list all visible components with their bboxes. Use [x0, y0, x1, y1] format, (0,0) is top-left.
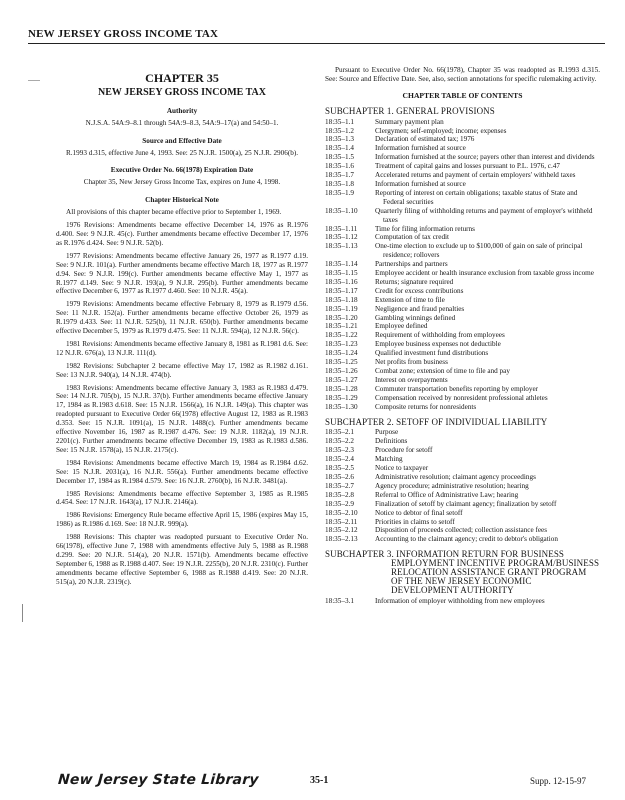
section-title: Information furnished at source: [375, 144, 466, 153]
section-title: Employee defined: [375, 322, 428, 331]
section-title: Agency procedure; administrative resolution; hearing: [375, 481, 529, 490]
head-rule: [28, 43, 605, 44]
history-paragraph: 1985 Revisions: Amendments became effective September 3, 1985 as R.1985 d.454. See: 17 N.J.R. 1643(a), 17 N.J.R. 2146(a).: [56, 489, 308, 507]
section-title: Gambling winnings defined: [375, 313, 456, 322]
history-paragraph: 1981 Revisions: Amendments became effective January 8, 1981 as R.1981 d.6. See: 12 N.J.R. 676(a), 13 N.J.R. 111(d).: [56, 339, 308, 357]
toc-entry: [325, 509, 600, 518]
section-title: One-time election to exclude up to $100,000 of gain on sale of principal residence; rollovers: [375, 242, 583, 260]
toc-entry: [325, 278, 600, 287]
subchapter-title: SUBCHAPTER 1. GENERAL PROVISIONS: [325, 105, 495, 116]
toc-entry: [325, 455, 600, 464]
section-number: 18:35–1.8: [325, 179, 354, 188]
source-heading: Source and Effective Date: [142, 136, 222, 145]
section-number: 18:35–2.13: [325, 535, 358, 544]
section-list: [325, 118, 600, 412]
toc-entry: [325, 358, 600, 367]
section-title: Clergymen; self-employed; income; expenses: [375, 126, 507, 135]
history-paragraph: 1986 Revisions: Emergency Rule became effective April 15, 1986 (expires May 15, 1986) as R.1986 d.169. See: 18 N.J.R. 999(a).: [56, 511, 308, 529]
toc-entry: [325, 135, 600, 144]
expiration-heading: Executive Order No. 66(1978) Expiration Date: [110, 166, 254, 175]
section-number: 18:35–1.21: [325, 322, 358, 331]
subchapter-title: SUBCHAPTER 3. INFORMATION RETURN FOR BUSINESS EMPLOYMENT INCENTIVE PROGRAM/BUSINESS RELOCATION ASSISTANCE GRANT PROGRAM OF THE NEW JERSEY ECONOMIC DEVELOPMENT AUTHORITY: [325, 549, 600, 595]
section-number: 18:35–1.5: [325, 153, 354, 162]
subchapter-title: SUBCHAPTER 2. SETOFF OF INDIVIDUAL LIABILITY: [325, 416, 548, 427]
toc-entry: [325, 349, 600, 358]
section-number: 18:35–2.1: [325, 428, 354, 437]
left-column: [56, 66, 308, 591]
section-title: Interest on overpayments: [375, 375, 448, 384]
section-title: Information furnished at source: [375, 179, 466, 188]
section-number: 18:35–1.15: [325, 269, 358, 278]
subchapter-3: [325, 550, 600, 605]
readoption-note: Pursuant to Executive Order No. 66(1978), Chapter 35 was readopted as R.1993 d.315. See: Source and Effective Date. See, also, section annotations for specific rulemaking activity.: [325, 66, 600, 83]
section-title: Qualified investment fund distributions: [375, 349, 489, 358]
section-title: Reporting of interest on certain obligations; taxable status of State and Federal securities: [375, 188, 578, 206]
toc-entry: [325, 162, 600, 171]
history-paragraph: 1984 Revisions: Amendments became effective March 19, 1984 as R.1984 d.62. See: 15 N.J.R. 2031(a), 16 N.J.R. 556(a). Further amendments became effective December 17, 1984 as R.1984 d.579. See: 16 N.J.R. 2760(b), 16 N.J.R. 3481(a).: [56, 458, 308, 485]
history-paragraph: 1982 Revisions: Subchapter 2 became effective May 17, 1982 as R.1982 d.161. See: 13 N.J.R. 940(a), 14 N.J.R. 474(b).: [56, 361, 308, 379]
section-number: 18:35–2.2: [325, 437, 354, 446]
section-title: Quarterly filing of withholding returns and payment of employer's withheld taxes: [375, 206, 593, 224]
section-number: 18:35–1.3: [325, 135, 354, 144]
history-paragraph: 1977 Revisions: Amendments became effective January 26, 1977 as R.1977 d.19. See: 9 N.J.R. 101(a). Further amendments became effective March 18, 1977 as R.1977 d.94. See: 9 N.J.R. 199(c). Further amendments became effective May 1, 1977 as R.1977 d.149. See: 9 N.J.R. 193(a), 9 N.J.R. 295(b). Further amendments became effective December 6, 1977 as R.1977 d.460. See: 10 N.J.R. 45(a).: [56, 251, 308, 296]
subchapter-2: [325, 418, 600, 545]
section-number: 18:35–1.29: [325, 393, 358, 402]
section-title: Extension of time to file: [375, 295, 445, 304]
authority-text: N.J.S.A. 54A:9–8.1 through 54A:9–8.3, 54A:9–17(a) and 54:50–1.: [85, 118, 279, 127]
section-title: Finalization of setoff by claimant agency; finalization by setoff: [375, 499, 557, 508]
toc-entry: [325, 394, 600, 403]
toc-entry: [325, 180, 600, 189]
section-number: 18:35–2.5: [325, 464, 354, 473]
section-number: 18:35–1.16: [325, 277, 358, 286]
toc-entry: [325, 597, 600, 606]
section-list: [325, 597, 600, 606]
section-title: Negligence and fraud penalties: [375, 304, 465, 313]
running-head: NEW JERSEY GROSS INCOME TAX: [28, 28, 219, 40]
section-number: 18:35–1.20: [325, 313, 358, 322]
section-title: Combat zone; extension of time to file and pay: [375, 367, 510, 375]
history-paragraph: All provisions of this chapter became effective prior to September 1, 1969.: [66, 208, 282, 217]
section-title: Employee accident or health insurance exclusion from taxable gross income: [375, 269, 594, 278]
toc-entry: [325, 207, 600, 225]
section-title: Composite returns for nonresidents: [375, 402, 477, 411]
toc-entry: [325, 225, 600, 234]
section-title: Partnerships and partners: [375, 260, 448, 269]
section-number: 18:35–2.10: [325, 508, 358, 517]
section-list: [325, 428, 600, 544]
supplement-date: Supp. 12-15-97: [530, 776, 586, 786]
section-number: 18:35–1.9: [325, 188, 354, 197]
history-paragraph: 1979 Revisions: Amendments became effective February 8, 1979 as R.1979 d.56. See: 11 N.J.R. 152(a). Further amendments became effective October 26, 1979 as R.1979 d.433. See: 11 N.J.R. 525(b), 11 N.J.R. 650(b). Further amendments became effective December 5, 1979 as R.1979 d.475. See: 11 N.J.R. 594(a), 12 N.J.R. 56(c).: [56, 300, 308, 336]
section-number: 18:35–2.4: [325, 455, 354, 464]
history-notes: [56, 208, 308, 586]
section-number: 18:35–1.22: [325, 331, 358, 340]
history-heading: Chapter Historical Note: [145, 196, 219, 205]
section-number: 18:35–1.24: [325, 349, 358, 358]
section-title: Requirement of withholding from employees: [375, 331, 505, 340]
section-number: 18:35–2.11: [325, 517, 358, 526]
toc-entry: [325, 322, 600, 331]
toc-entry: [325, 171, 600, 180]
toc-entry: [325, 464, 600, 473]
section-number: 18:35–2.3: [325, 446, 354, 455]
section-title: Notice to taxpayer: [375, 464, 429, 473]
toc-entry: [325, 403, 600, 412]
section-title: Information of employer withholding from new employees: [375, 596, 545, 605]
toc-entry: [325, 340, 600, 349]
page-number: 35-1: [310, 775, 329, 786]
section-number: 18:35–1.27: [325, 375, 358, 384]
section-title: Notice to debtor of final setoff: [375, 508, 463, 517]
history-paragraph: 1988 Revisions: This chapter was readopted pursuant to Executive Order No. 66(1978), effective June 7, 1988 with amendments effective July 5, 1988 as R.1988 d.299. See: 20 N.J.R. 514(a), 20 N.J.R. 1571(b). Amendments became effective September 6, 1988 as R.1988 d.407. See: 19 N.J.R. 2255(b), 20 N.J.R. 2310(c). Further amendments became effective September 6, 1988 as R.1988 d.419. See: 20 N.J.R. 515(a), 20 N.J.R. 2319(c).: [56, 533, 308, 586]
toc-entry: [325, 118, 600, 127]
section-number: 18:35–1.6: [325, 162, 354, 171]
section-title: Referral to Office of Administrative Law; hearing: [375, 490, 519, 499]
section-number: 18:35–2.9: [325, 499, 354, 508]
subchapter-1: [325, 107, 600, 412]
toc-entry: [325, 260, 600, 269]
section-title: Purpose: [375, 428, 399, 437]
toc-entry: [325, 153, 600, 162]
toc-entry: [325, 482, 600, 491]
toc-entry: [325, 305, 600, 314]
toc-entry: [325, 526, 600, 535]
toc-entry: [325, 296, 600, 305]
toc-entry: [325, 376, 600, 385]
margin-bar: [22, 604, 23, 622]
toc-entry: [325, 428, 600, 437]
toc-entry: [325, 144, 600, 153]
section-title: Procedure for setoff: [375, 446, 433, 455]
section-title: Matching: [375, 455, 403, 464]
toc-entry: [325, 314, 600, 323]
history-paragraph: 1976 Revisions: Amendments became effective December 14, 1976 as R.1976 d.400. See: 9 N.J.R. 45(c). Further amendments became effective December 17, 1976 as R.1976 d.424. See: 9 N.J.R. 52(b).: [56, 221, 308, 247]
section-title: Disposition of proceeds collected; collection assistance fees: [375, 526, 548, 535]
section-number: 18:35–1.18: [325, 295, 358, 304]
toc-entry: [325, 535, 600, 544]
section-number: 18:35–2.6: [325, 472, 354, 481]
section-title: Commuter transportation benefits reporting by employer: [375, 384, 539, 393]
section-title: Time for filing information returns: [375, 224, 475, 233]
section-title: Summary payment plan: [375, 117, 444, 126]
toc-entry: [325, 269, 600, 278]
section-title: Accounting to the claimant agency; credit to debtor's obligation: [375, 535, 558, 544]
section-number: 18:35–1.10: [325, 206, 358, 215]
toc-entry: [325, 518, 600, 527]
section-title: Declaration of estimated tax; 1976: [375, 135, 475, 144]
expiration-text: Chapter 35, New Jersey Gross Income Tax, expires on June 4, 1998.: [83, 178, 281, 187]
section-title: Compensation received by nonresident professional athletes: [375, 393, 548, 402]
toc-entry: [325, 242, 600, 260]
section-title: Definitions: [375, 437, 408, 446]
section-number: 18:35–1.17: [325, 286, 358, 295]
section-number: 18:35–1.30: [325, 402, 358, 411]
section-number: 18:35–1.4: [325, 144, 354, 153]
section-title: Computation of tax credit: [375, 233, 450, 242]
toc-entry: [325, 491, 600, 500]
section-title: Accelerated returns and payment of certain employers' withheld taxes: [375, 171, 576, 180]
section-number: 18:35–1.26: [325, 367, 358, 375]
section-number: 18:35–2.8: [325, 490, 354, 499]
toc-entry: [325, 500, 600, 509]
section-title: Credit for excess contributions: [375, 286, 464, 295]
authority-heading: Authority: [166, 106, 198, 115]
section-number: 18:35–2.7: [325, 481, 354, 490]
section-number: 18:35–1.7: [325, 171, 354, 180]
section-number: 18:35–1.23: [325, 340, 358, 349]
section-number: 18:35–1.11: [325, 224, 358, 233]
section-number: 18:35–1.19: [325, 304, 358, 313]
right-column: [325, 66, 600, 606]
toc-entry: [325, 367, 600, 376]
section-title: Information furnished at the source; payers other than interest and dividends: [375, 153, 595, 162]
toc-entry: [325, 446, 600, 455]
chapter-number: CHAPTER 35: [145, 71, 219, 85]
library-stamp-logo: New Jersey State Library: [57, 772, 260, 788]
source-text: R.1993 d.315, effective June 4, 1993. See: 25 N.J.R. 1500(a), 25 N.J.R. 2906(b).: [65, 148, 299, 157]
toc-entry: [325, 473, 600, 482]
history-paragraph: 1983 Revisions: Amendments became effective January 3, 1983 as R.1983 d.479. See: 14 N.J.R. 705(b), 15 N.J.R. 37(b). Further amendments became effective January 17, 1984 as R.1983 d.618. See: 15 N.J.R. 1566(a), 16 N.J.R. 149(a). This chapter was readopted pursuant to Executive Order 66(1978) effective August 12, 1983 as R.1983 d.353. See: 15 N.J.R. 1091(a), 15 N.J.R. 1488(c). Further amendments became effective November 16, 1987 as R.1987 d.476. See: 19 N.J.R. 1182(a), 19 N.J.R. 2201(c). Further amendments became effective December 19, 1983 as R.1983 d.586. See: 15 N.J.R. 1578(a), 15 N.J.R. 2175(c).: [56, 383, 308, 454]
toc-entry: [325, 127, 600, 136]
section-number: 18:35–1.25: [325, 358, 358, 367]
section-number: 18:35–1.2: [325, 126, 354, 135]
toc-entry: [325, 189, 600, 207]
toc-entry: [325, 331, 600, 340]
section-number: 18:35–1.13: [325, 242, 358, 251]
toc-entry: [325, 437, 600, 446]
toc-entry: [325, 233, 600, 242]
section-number: 18:35–1.28: [325, 384, 358, 393]
section-title: Priorities in claims to setoff: [375, 517, 455, 526]
section-title: Employee business expenses not deductible: [375, 340, 501, 349]
section-title: Net profits from business: [375, 358, 448, 367]
section-number: 18:35–1.1: [325, 117, 354, 126]
chapter-title: NEW JERSEY GROSS INCOME TAX: [98, 86, 266, 98]
section-title: Treatment of capital gains and losses pursuant to P.L. 1976, c.47: [375, 162, 560, 171]
section-number: 18:35–2.12: [325, 526, 358, 535]
section-title: Administrative resolution; claimant agency proceedings: [375, 472, 536, 481]
section-number: 18:35–1.12: [325, 233, 358, 242]
section-title: Returns; signature required: [375, 277, 454, 286]
toc-entry: [325, 385, 600, 394]
margin-mark: [28, 80, 40, 81]
section-number: 18:35–3.1: [325, 596, 354, 605]
toc-entry: [325, 287, 600, 296]
toc-heading: CHAPTER TABLE OF CONTENTS: [402, 90, 523, 100]
section-number: 18:35–1.14: [325, 260, 358, 269]
